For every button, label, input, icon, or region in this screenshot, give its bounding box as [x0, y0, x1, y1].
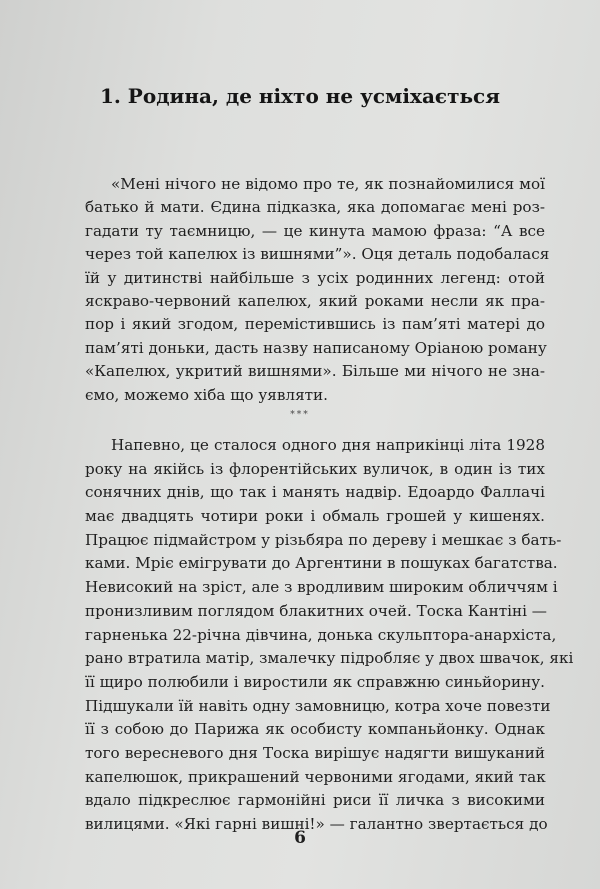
text-line: того вересневого дня Тоска вирішує надягти вишуканий	[85, 743, 545, 762]
text-line: Підшукали їй навіть одну замовницю, котра хоче повезти	[85, 696, 551, 715]
text-line: ками. Мріє емігрувати до Аргентини в пошуках багатства.	[85, 554, 558, 573]
text-line: сонячних днів, що так і манять надвір. Едоардо Фаллачі	[85, 483, 545, 502]
text-line: ємо, можемо хіба що уявляти.	[85, 385, 329, 404]
chapter-title: 1. Родина, де ніхто не усміхається	[99, 84, 501, 108]
text-line: року на якійсь із флорентійських вуличок, в один із тих	[85, 459, 545, 478]
paragraph-1	[85, 173, 550, 407]
page-number: 6	[294, 828, 306, 848]
text-line: «Капелюх, укритий вишнями». Більше ми нічого не зна-	[85, 362, 545, 381]
text-line: вилицями. «Які гарні вишні!» — галантно звертається до	[85, 815, 548, 833]
text-line: гадати ту таємницю, — це кинута мамою фраза: “А все	[85, 221, 545, 240]
text-line: Невисокий на зріст, але з вродливим широким обличчям і	[85, 578, 558, 597]
text-line: їй у дитинстві найбільше з усіх родинних легенд: отой	[85, 268, 545, 287]
text-line: має двадцять чотири роки і обмаль грошей у кишенях.	[85, 507, 545, 526]
text-line: яскраво-червоний капелюх, який роками несли як пра-	[85, 291, 545, 310]
text-line: гарненька 22-річна дівчина, донька скульптора-анархіста,	[85, 625, 557, 644]
text-line: батько й мати. Єдина підказка, яка допомагає мені роз-	[85, 198, 545, 217]
paragraph-2	[85, 434, 574, 837]
text-line: її щиро полюбили і виростили як справжню синьйорину.	[85, 672, 545, 691]
text-line: вдало підкреслює гармонійні риси її личка з високими	[85, 791, 545, 810]
text-line: її з собою до Парижа як особисту компаньйонку. Однак	[85, 720, 545, 739]
text-line: пам’яті доньки, дасть назву написаному Оріаною роману	[85, 338, 547, 357]
text-line: «Мені нічого не відомо про те, як познайомилися мої	[111, 175, 545, 193]
text-line: пронизливим поглядом блакитних очей. Тоска Кантіні —	[85, 601, 547, 620]
text-line: капелюшок, прикрашений червоними ягодами, який так	[85, 767, 546, 786]
text-line: пор і який згодом, перемістившись із пам’яті матері до	[85, 315, 545, 334]
section-separator: ***	[290, 410, 310, 420]
text-line: Напевно, це сталося одного дня наприкінці літа 1928	[111, 436, 545, 454]
text-line: Працює підмайстром у різьбяра по дереву і мешкає з бать-	[85, 530, 562, 549]
text-line: через той капелюх із вишнями”». Оця деталь подобалася	[85, 245, 550, 264]
text-line: рано втратила матір, змалечку підробляє у двох швачок, які	[85, 649, 574, 668]
